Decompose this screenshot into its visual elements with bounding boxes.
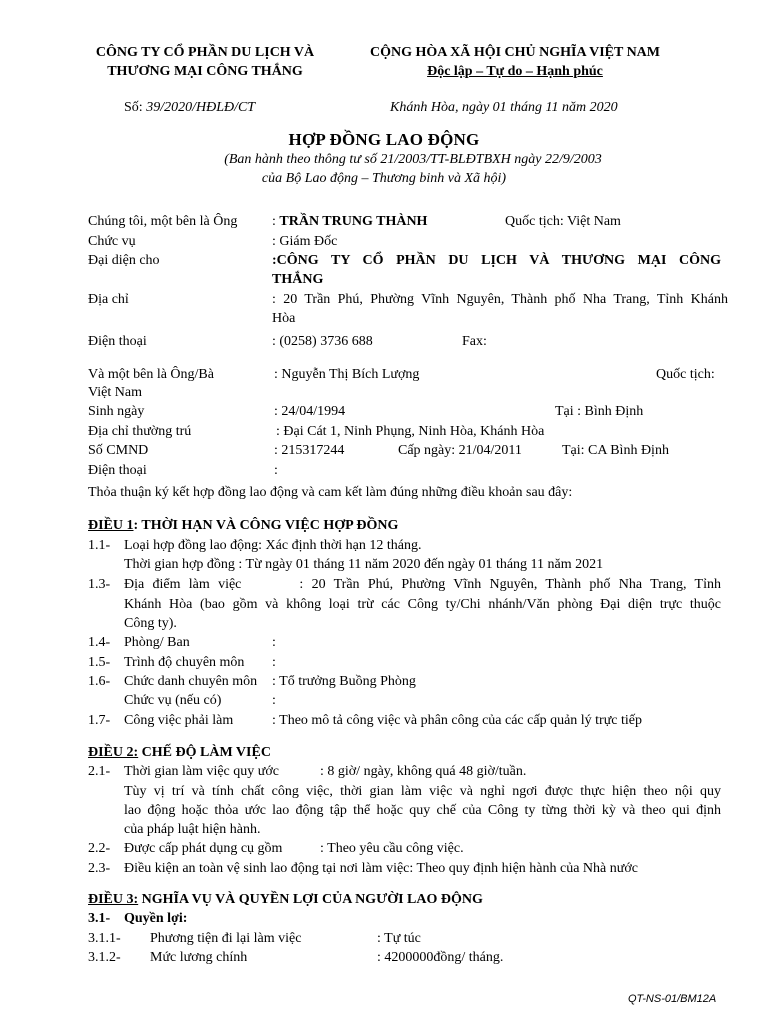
employer-position: : Giám Đốc — [272, 234, 338, 249]
item-number: 1.1- — [88, 538, 111, 553]
transport-label: Phương tiện đi lại làm việc — [150, 931, 302, 946]
employer-address-label: Địa chỉ — [88, 292, 129, 307]
employer-name-label: Chúng tôi, một bên là Ông — [88, 214, 238, 229]
workplace-line2: Khánh Hòa (bao gồm và không loại trừ các Công ty/Chi nhánh/Văn phòng Đại diện trực thuộc — [124, 597, 721, 612]
item-number: 1.3- — [88, 577, 111, 592]
form-code: QT-NS-01/BM12A — [628, 993, 717, 1005]
article2-heading: ĐIỀU 2: CHẾ ĐỘ LÀM VIỆC — [88, 745, 271, 760]
employee-residence-label: Địa chỉ thường trú — [88, 424, 192, 439]
employer-fax: Fax: — [462, 334, 487, 349]
article1-heading: ĐIỀU 1: THỜI HẠN VÀ CÔNG VIỆC HỢP ĐỒNG — [88, 518, 399, 533]
item-number: 2.1- — [88, 764, 111, 779]
benefits-heading: Quyền lợi: — [124, 911, 188, 926]
employee-name-label: Và một bên là Ông/Bà — [88, 367, 214, 382]
workplace-line3: Công ty). — [124, 616, 177, 631]
employer-address-line1: : 20 Trần Phú, Phường Vĩnh Nguyên, Thành phố Nha Trang, Tỉnh Khánh — [272, 292, 728, 307]
item-number: 3.1.1- — [88, 931, 121, 946]
national-motto: Độc lập – Tự do – Hạnh phúc — [427, 64, 603, 79]
employer-position-label: Chức vụ — [88, 234, 136, 249]
employer-rep-label: Đại diện cho — [88, 253, 160, 268]
title-sub-line2: của Bộ Lao động – Thương binh và Xã hội) — [261, 171, 507, 186]
department-value: : — [272, 635, 276, 650]
employee-phone-label: Điện thoại — [88, 463, 147, 478]
employee-dob: : 24/04/1994 — [274, 404, 346, 419]
working-hours-note-line2: lao động hoặc thỏa ước lao động tập thể hoặc quy chế của Công ty từng thời kỳ và theo qui định — [124, 803, 721, 818]
employee-id-label: Số CMND — [88, 443, 149, 458]
title-sub-line1: (Ban hành theo thông tư số 21/2003/TT-BLĐTBXH ngày 22/9/2003 — [224, 152, 602, 167]
item-number: 1.6- — [88, 674, 111, 689]
item-number: 1.4- — [88, 635, 111, 650]
employee-birthplace: Tại : Bình Định — [555, 404, 644, 419]
employee-id-place: Tại: CA Bình Định — [562, 443, 669, 458]
job-title-value: : Tổ trưởng Buồng Phòng — [272, 674, 416, 689]
safety-conditions: Điều kiện an toàn vệ sinh lao động tại nơi làm việc: Theo quy định hiện hành của Nhà nước — [124, 861, 638, 876]
employer-name: : TRẦN TRUNG THÀNH — [272, 214, 428, 229]
equipment-label: Được cấp phát dụng cụ gồm — [124, 841, 283, 856]
contract-type: Loại hợp đồng lao động: Xác định thời hạn 12 tháng. — [124, 538, 422, 553]
employer-phone: : (0258) 3736 688 — [272, 334, 373, 349]
item-number: 3.1- — [88, 911, 111, 926]
working-hours-note-line3: của pháp luật hiện hành. — [124, 822, 261, 837]
item-number: 2.3- — [88, 861, 111, 876]
salary-value: : 4200000đồng/ tháng. — [377, 950, 504, 965]
employee-dob-label: Sinh ngày — [88, 404, 145, 419]
working-hours-value: : 8 giờ/ ngày, không quá 48 giờ/tuần. — [320, 764, 527, 779]
contract-duration: Thời gian hợp đồng : Từ ngày 01 tháng 11 năm 2020 đến ngày 01 tháng 11 năm 2021 — [124, 557, 604, 572]
item-number: 3.1.2- — [88, 950, 121, 965]
contract-number: Số: 39/2020/HĐLĐ/CT — [124, 100, 256, 115]
employer-address-line2: Hòa — [272, 311, 296, 326]
item-number: 1.7- — [88, 713, 111, 728]
job-title-label: Chức danh chuyên môn — [124, 674, 258, 689]
department-label: Phòng/ Ban — [124, 635, 190, 650]
workplace-line1: Địa điểm làm việc : 20 Trần Phú, Phường Vĩnh Nguyên, Thành phố Nha Trang, Tỉnh — [124, 577, 721, 592]
working-hours-note-line1: Tùy vị trí và tính chất công việc, thời gian làm việc và nghỉ ngơi được thực hiện theo nội quy — [124, 784, 721, 799]
qualification-label: Trình độ chuyên môn — [124, 655, 245, 670]
employer-nationality: Quốc tịch: Việt Nam — [505, 214, 621, 229]
nation-name: CỘNG HÒA XÃ HỘI CHỦ NGHĨA VIỆT NAM — [369, 45, 660, 60]
working-hours-label: Thời gian làm việc quy ước — [124, 764, 279, 779]
employer-company-line1: :CÔNG TY CỔ PHẦN DU LỊCH VÀ THƯƠNG MẠI CÔNG — [272, 253, 721, 268]
item-number: 2.2- — [88, 841, 111, 856]
employer-company-line2: THẮNG — [272, 272, 324, 287]
position-value: : — [272, 693, 276, 708]
employee-residence: : Đại Cát 1, Ninh Phụng, Ninh Hòa, Khánh Hòa — [276, 424, 545, 439]
article3-heading: ĐIỀU 3: NGHĨA VỤ VÀ QUYỀN LỢI CỦA NGƯỜI LAO ĐỘNG — [88, 892, 483, 907]
qualification-value: : — [272, 655, 276, 670]
employee-id: : 215317244 — [274, 443, 345, 458]
item-number: 1.5- — [88, 655, 111, 670]
company-name-line1: CÔNG TY CỔ PHẦN DU LỊCH VÀ — [95, 45, 315, 60]
employee-phone: : — [274, 463, 278, 478]
job-duties-value: : Theo mô tả công việc và phân công của các cấp quản lý trực tiếp — [272, 713, 643, 728]
place-date: Khánh Hòa, ngày 01 tháng 11 năm 2020 — [390, 100, 618, 115]
equipment-value: : Theo yêu cầu công việc. — [320, 841, 464, 856]
employee-nationality: Việt Nam — [88, 385, 142, 400]
company-name-line2: THƯƠNG MẠI CÔNG THẮNG — [107, 64, 303, 79]
salary-label: Mức lương chính — [150, 950, 248, 965]
position-label: Chức vụ (nếu có) — [124, 693, 222, 708]
employee-nationality-label: Quốc tịch: — [656, 367, 715, 382]
transport-value: : Tự túc — [377, 931, 421, 946]
employee-id-date: Cấp ngày: 21/04/2011 — [398, 443, 522, 458]
page-title: HỢP ĐỒNG LAO ĐỘNG — [288, 130, 480, 149]
employee-name: : Nguyễn Thị Bích Lượng — [274, 367, 420, 382]
agreement-text: Thỏa thuận ký kết hợp đồng lao động và cam kết làm đúng những điều khoản sau đây: — [88, 485, 573, 500]
employer-phone-label: Điện thoại — [88, 334, 147, 349]
job-duties-label: Công việc phải làm — [124, 713, 234, 728]
